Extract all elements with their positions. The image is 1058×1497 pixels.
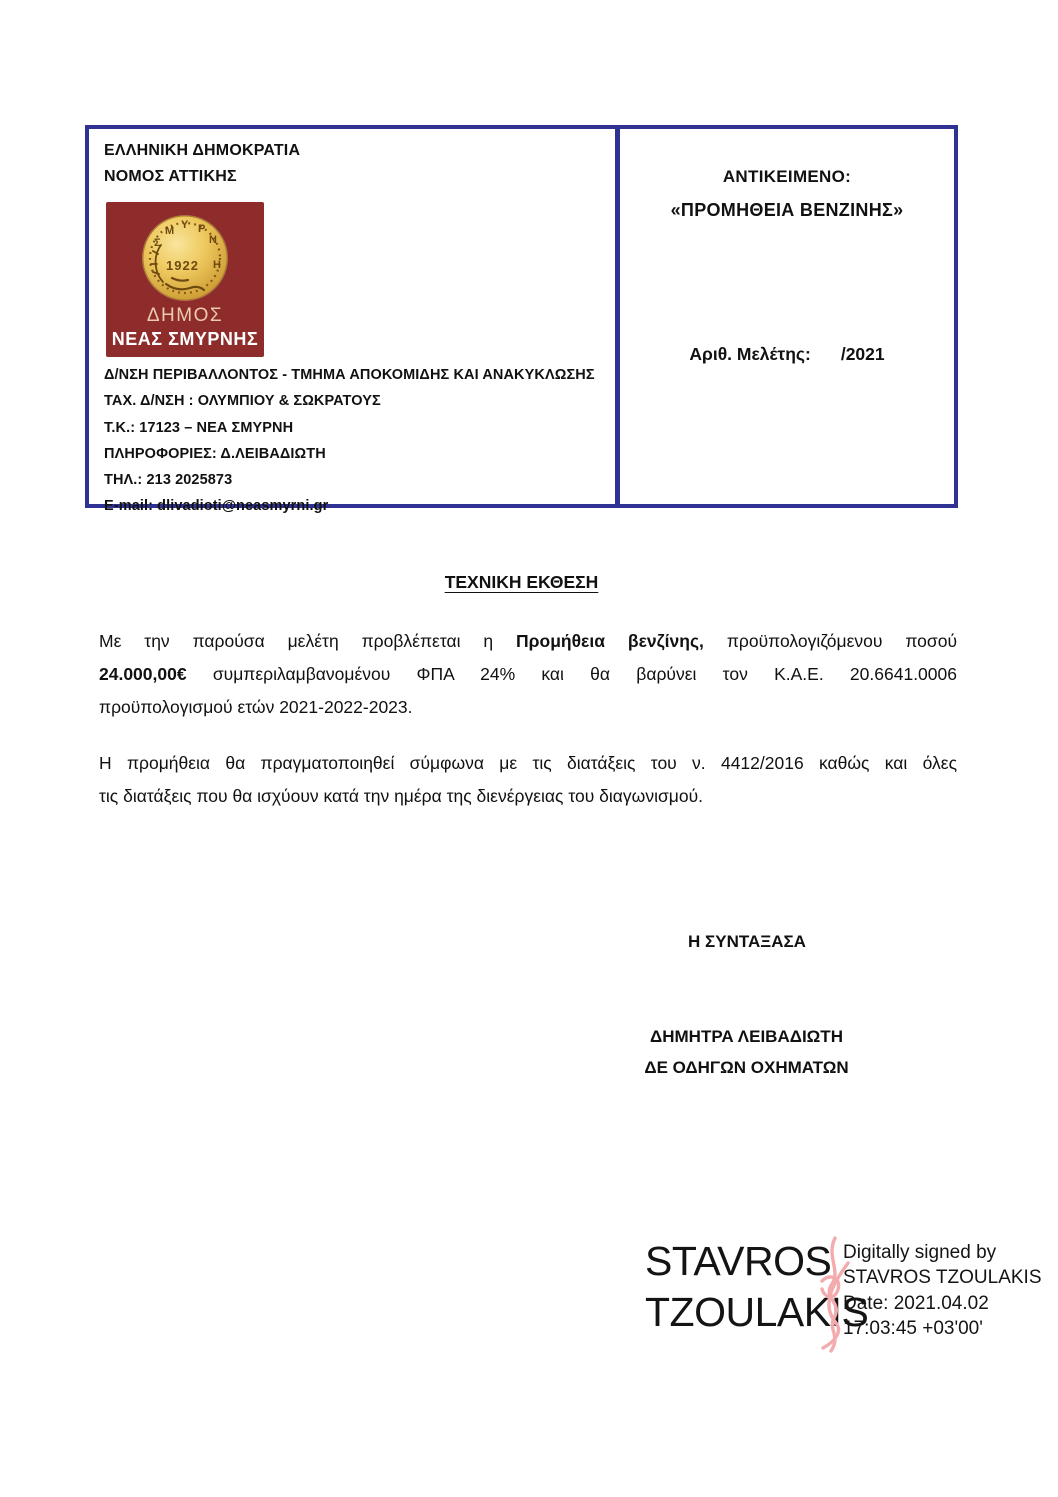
subject-heading: ΑΝΤΙΚΕΙΜΕΝΟ: (722, 167, 852, 186)
municipality-logo (106, 202, 264, 357)
digital-signature-details-line1: Digitally signed by (843, 1242, 997, 1263)
coin-letter: Σ (154, 237, 161, 249)
coin-letter: Υ (181, 219, 189, 231)
republic-line: ΕΛΛΗΝΙΚΗ ΔΗΜΟΚΡΑΤΙΑ (104, 142, 301, 159)
subject-title: «ΠΡΟΜΗΘΕΙΑ ΒΕΝΖΙΝΗΣ» (670, 200, 904, 220)
digital-signature-name-line1: STAVROS (645, 1238, 832, 1284)
paragraph-2 (99, 747, 957, 813)
coin-year: 1922 (166, 258, 199, 273)
paragraph-1-line-3: προϋπολογισμού ετών 2021-2022-2023. (99, 697, 413, 717)
p1-bold-supply: Προμήθεια βενζίνης, (516, 631, 704, 651)
digital-signature-details (843, 1240, 1042, 1341)
paragraph-1-line-2 (99, 658, 957, 691)
header-table (85, 125, 958, 515)
coin-letter: Μ (165, 225, 175, 237)
coin-letter: Ρ (198, 223, 206, 235)
study-number-value: /2021 (840, 344, 885, 364)
paragraph-2-line-2: τις διατάξεις που θα ισχύουν κατά την ημέρα της διενέργειας του διαγωνισμού. (99, 786, 704, 806)
phone-line: ΤΗΛ.: 213 2025873 (104, 472, 233, 489)
email-line: E-mail: dlivadioti@neasmyrni.gr (104, 498, 329, 515)
logo-title-dimos: ΔΗΜΟΣ (146, 305, 224, 326)
study-number-label: Αριθ. Μελέτης: (689, 344, 811, 364)
header-right-cell (620, 129, 954, 504)
author-signature-block (560, 1021, 933, 1083)
author-title: ΔΕ ΟΔΗΓΩΝ ΟΧΗΜΑΤΩΝ (644, 1058, 849, 1077)
prefecture-line: ΝΟΜΟΣ ΑΤΤΙΚΗΣ (104, 168, 237, 185)
logo-title-neas-smyrnis: ΝΕΑΣ ΣΜΥΡΝΗΣ (111, 329, 259, 349)
organization-lines (104, 138, 605, 190)
author-role: Η ΣΥΝΤΑΞΑΣΑ (688, 932, 806, 951)
author-name: ΔΗΜΗΤΡΑ ΛΕΙΒΑΔΙΩΤΗ (650, 1027, 843, 1046)
p1-text: συμπεριλαμβανομένου ΦΠΑ 24% και θα βαρύνει τον Κ.Α.Ε. 20.6641.0006 (186, 664, 957, 684)
info-line: ΠΛΗΡΟΦΟΡΙΕΣ: Δ.ΛΕΙΒΑΔΙΩΤΗ (104, 445, 326, 462)
paragraph-1 (99, 625, 957, 724)
digital-signature-details-line3: Date: 2021.04.02 (843, 1292, 989, 1314)
document-title: ΤΕΧΝΙΚΗ ΕΚΘΕΣΗ (444, 572, 599, 592)
p1-bold-amount: 24.000,00€ (99, 664, 187, 684)
contact-lines (104, 362, 605, 520)
department-line: Δ/ΝΣΗ ΠΕΡΙΒΑΛΛΟΝΤΟΣ - ΤΜΗΜΑ ΑΠΟΚΟΜΙΔΗΣ ΚΑΙ ΑΝΑΚΥΚΛΩΣΗΣ (104, 367, 595, 383)
paragraph-1-line-1 (99, 625, 957, 658)
digital-signature-name-line2: TZOULAKIS (645, 1289, 869, 1335)
digital-signature-details-line4: 17:03:45 +03'00' (843, 1317, 983, 1339)
study-number-line (620, 344, 954, 365)
header-left-cell (89, 129, 615, 515)
paragraph-2-line-1: Η προμήθεια θα πραγματοποιηθεί σύμφωνα με τις διατάξεις του ν. 4412/2016 καθώς και όλες (99, 753, 957, 773)
address-line: ΤΑΧ. Δ/ΝΣΗ : ΟΛΥΜΠΙΟΥ & ΣΩΚΡΑΤΟΥΣ (104, 393, 381, 410)
digital-signature-details-line2: STAVROS TZOULAKIS (843, 1267, 1042, 1289)
postal-line: Τ.Κ.: 17123 – ΝΕΑ ΣΜΥΡΝΗ (104, 419, 294, 436)
coin-letter: Η (213, 259, 221, 271)
p1-text: Με την παρούσα μελέτη προβλέπεται η (99, 631, 517, 651)
p1-text: προϋπολογιζόμενου ποσού (703, 631, 958, 651)
coin-letter: Ν (209, 234, 217, 246)
coin-icon (142, 215, 228, 301)
